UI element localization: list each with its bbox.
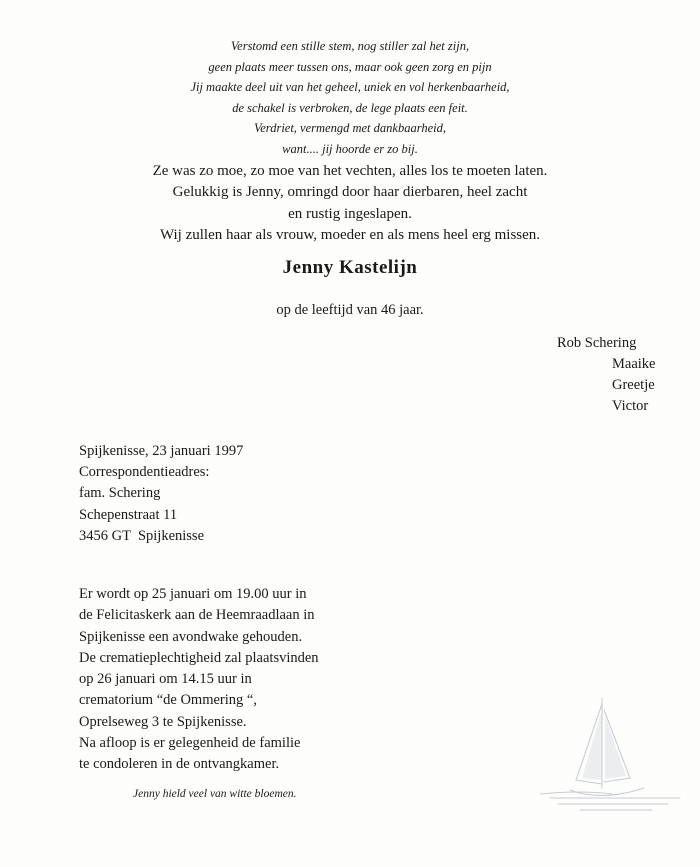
- ceremony-details: [79, 584, 319, 776]
- address-line: Spijkenisse, 23 januari 1997: [79, 443, 244, 459]
- poem: [0, 36, 700, 160]
- poem-line: Verdriet, vermengd met dankbaarheid,: [254, 121, 446, 136]
- ceremony-line: de Felicitaskerk aan de Heemraadlaan in: [79, 607, 315, 624]
- statement-line: Gelukkig is Jenny, omringd door haar dierbaren, heel zacht: [172, 184, 528, 201]
- family-member: Rob Schering: [557, 335, 637, 351]
- poem-line: Verstomd een stille stem, nog stiller zal het zijn,: [230, 39, 470, 53]
- family-member: Greetje: [612, 377, 655, 393]
- ceremony-line: op 26 januari om 14.15 uur in: [79, 671, 252, 688]
- ceremony-line: Spijkenisse een avondwake gehouden.: [79, 628, 303, 645]
- address-line: Schepenstraat 11: [79, 506, 178, 523]
- poem-line: de schakel is verbroken, de lege plaats een feit.: [232, 100, 468, 115]
- ceremony-line: Er wordt op 25 januari om 19.00 uur in: [79, 586, 307, 602]
- correspondence-address: [79, 441, 243, 547]
- age-line: op de leeftijd van 46 jaar.: [276, 302, 424, 318]
- footer-note: Jenny hield veel van witte bloemen.: [133, 788, 297, 800]
- statement-line: Ze was zo moe, zo moe van het vechten, alles los te moeten laten.: [152, 163, 548, 179]
- poem-line: geen plaats meer tussen ons, maar ook geen zorg en pijn: [208, 59, 492, 74]
- statement: [0, 161, 700, 246]
- sailboat-illustration: [540, 680, 690, 820]
- address-line: Correspondentieadres:: [79, 464, 210, 481]
- family-member: Maaike: [612, 356, 656, 372]
- statement-line: en rustig ingeslapen.: [288, 205, 412, 222]
- address-line: fam. Schering: [79, 485, 161, 502]
- address-line: 3456 GT Spijkenisse: [79, 527, 204, 544]
- ceremony-line: te condoleren in de ontvangkamer.: [79, 756, 280, 773]
- ceremony-line: Oprelseweg 3 te Spijkenisse.: [79, 713, 247, 730]
- ceremony-line: De crematieplechtigheid zal plaatsvinden: [79, 649, 319, 666]
- deceased-name: Jenny Kastelijn: [282, 257, 418, 278]
- ceremony-line: crematorium “de Ommering “,: [79, 692, 257, 709]
- poem-line: want.... jij hoorde er zo bij.: [282, 141, 418, 156]
- family-signatures: [0, 333, 700, 417]
- statement-line: Wij zullen haar als vrouw, moeder en als mens heel erg missen.: [159, 226, 541, 243]
- family-member: Victor: [612, 398, 649, 414]
- poem-line: Jij maakte deel uit van het geheel, uniek en vol herkenbaarheid,: [190, 80, 510, 95]
- ceremony-line: Na afloop is er gelegenheid de familie: [79, 735, 301, 752]
